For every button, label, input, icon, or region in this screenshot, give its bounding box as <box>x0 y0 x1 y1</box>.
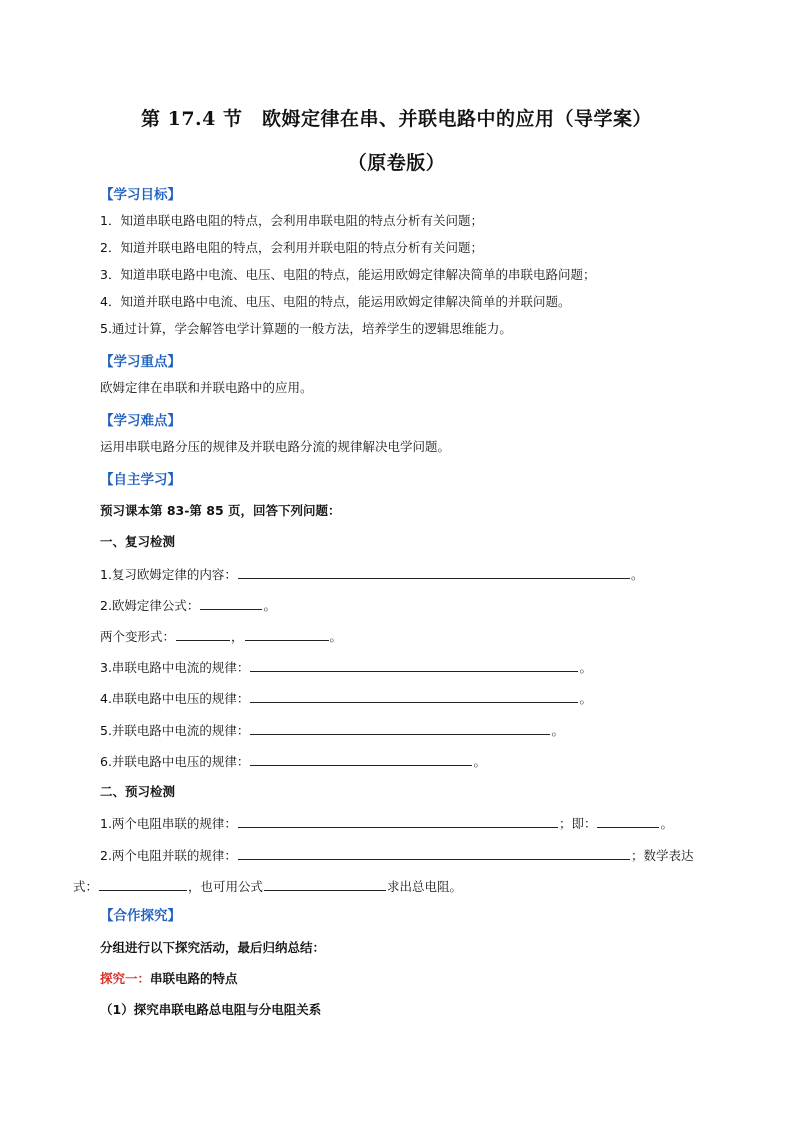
focus-heading: 【学习重点】 <box>100 354 181 370</box>
review-q3: 3.串联电路中电流的规律： 。 <box>100 660 592 675</box>
difficulty-heading: 【学习难点】 <box>100 413 181 429</box>
explore-one-title: 串联电路的特点 <box>150 971 238 986</box>
goal-item: 2．知道并联电路电阻的特点，会利用并联电阻的特点分析有关问题； <box>100 240 483 255</box>
cooperate-heading: 【合作探究】 <box>100 908 181 924</box>
preview-q2: 2.两个电阻并联的规律： ；数学表达 <box>100 848 694 863</box>
preview-q2-continued: 式： ，也可用公式 求出总电阻。 <box>73 879 463 894</box>
answer-blank[interactable] <box>597 815 659 828</box>
goals-heading: 【学习目标】 <box>100 187 181 203</box>
review-q2: 2.欧姆定律公式： 。 <box>100 598 276 613</box>
preview-heading: 二、预习检测 <box>100 784 176 799</box>
answer-blank[interactable] <box>250 659 578 672</box>
preview-q1: 1.两个电阻串联的规律： ；即： 。 <box>100 816 673 831</box>
answer-blank[interactable] <box>99 878 187 891</box>
goal-item: 5.通过计算，学会解答电学计算题的一般方法，培养学生的逻辑思维能力。 <box>100 321 512 336</box>
self-study-heading: 【自主学习】 <box>100 472 181 488</box>
page-title: 第 17.4 节 欧姆定律在串、并联电路中的应用（导学案） <box>140 108 652 130</box>
goal-item: 3．知道串联电路中电流、电压、电阻的特点，能运用欧姆定律解决简单的串联电路问题； <box>100 267 596 282</box>
answer-blank[interactable] <box>176 628 230 641</box>
answer-blank[interactable] <box>238 815 558 828</box>
review-q2b: 两个变形式： ， 。 <box>100 629 343 644</box>
explore-one-label: 探究一： <box>100 971 151 986</box>
review-q6: 6.并联电路中电压的规律： 。 <box>100 754 486 769</box>
review-q1: 1.复习欧姆定律的内容： 。 <box>100 567 644 582</box>
review-q4: 4.串联电路中电压的规律： 。 <box>100 691 592 706</box>
goal-item: 4．知道并联电路中电流、电压、电阻的特点，能运用欧姆定律解决简单的并联问题。 <box>100 294 571 309</box>
cooperate-intro: 分组进行以下探究活动，最后归纳总结： <box>100 940 326 955</box>
page-subtitle: （原卷版） <box>347 152 446 174</box>
difficulty-text: 运用串联电路分压的规律及并联电路分流的规律解决电学问题。 <box>100 439 451 454</box>
answer-blank[interactable] <box>238 847 630 860</box>
answer-blank[interactable] <box>200 597 262 610</box>
review-heading: 一、复习检测 <box>100 534 176 549</box>
answer-blank[interactable] <box>250 753 472 766</box>
goal-item: 1．知道串联电路电阻的特点，会利用串联电阻的特点分析有关问题； <box>100 213 483 228</box>
explore-one <box>100 971 238 987</box>
answer-blank[interactable] <box>250 722 550 735</box>
answer-blank[interactable] <box>264 878 386 891</box>
review-q5: 5.并联电路中电流的规律： 。 <box>100 723 564 738</box>
answer-blank[interactable] <box>250 690 578 703</box>
focus-text: 欧姆定律在串联和并联电路中的应用。 <box>100 380 313 395</box>
self-study-intro: 预习课本第 83-第 85 页，回答下列问题： <box>100 503 341 518</box>
answer-blank[interactable] <box>238 566 630 579</box>
answer-blank[interactable] <box>245 628 329 641</box>
explore-one-item: （1）探究串联电路总电阻与分电阻关系 <box>100 1002 322 1017</box>
